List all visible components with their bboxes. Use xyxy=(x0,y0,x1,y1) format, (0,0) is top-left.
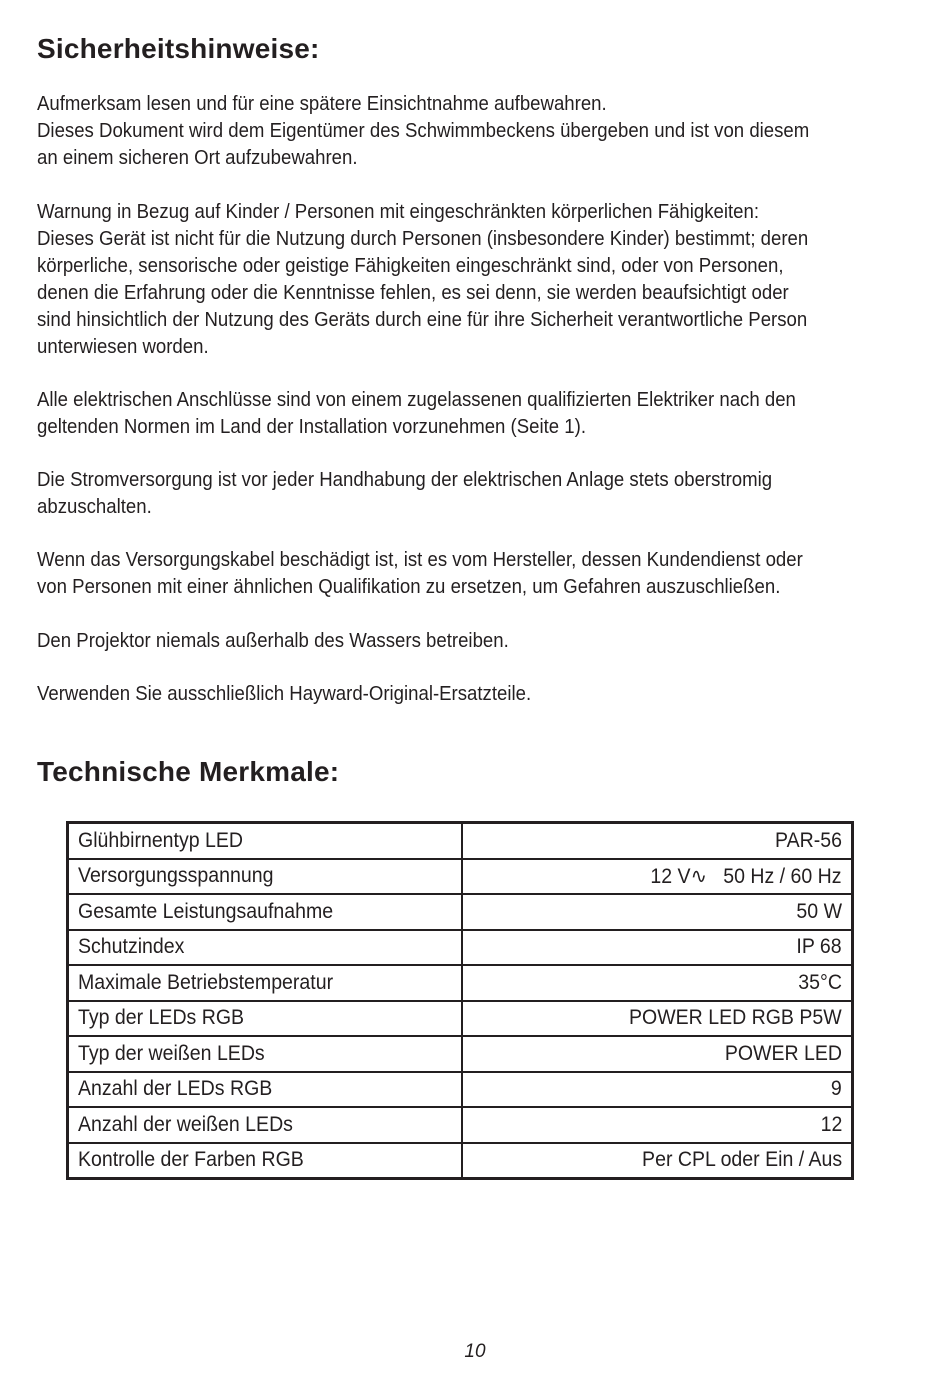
spec-value-cell xyxy=(462,859,853,895)
spec-label: Gesamte Leistungsaufnahme xyxy=(78,899,334,923)
spec-value: 9 xyxy=(831,1077,842,1101)
spec-value: PAR-56 xyxy=(775,828,842,852)
table-row xyxy=(68,859,853,895)
table-row xyxy=(68,823,853,859)
text-line: Den Projektor niemals außerhalb des Wassers betreiben. xyxy=(37,630,509,652)
table-row xyxy=(68,894,853,930)
spec-value-cell xyxy=(462,965,853,1001)
spec-value-cell xyxy=(462,823,853,859)
spec-label-cell xyxy=(68,1107,463,1143)
text-line: abzuschalten. xyxy=(37,496,152,518)
spec-label: Glühbirnentyp LED xyxy=(78,828,244,852)
spec-label-cell xyxy=(68,965,463,1001)
text-line: Die Stromversorgung ist vor jeder Handhabung der elektrischen Anlage stets oberstromig xyxy=(37,469,773,491)
spec-label-cell xyxy=(68,823,463,859)
spec-value: IP 68 xyxy=(796,935,842,959)
text-line: körperliche, sensorische oder geistige Fähigkeiten eingeschränkt sind, oder von Personen, xyxy=(37,255,784,277)
spec-label-cell xyxy=(68,1143,463,1179)
spec-value: 50 W xyxy=(796,899,842,923)
table-row xyxy=(68,1001,853,1037)
safety-paragraph xyxy=(37,467,855,521)
text-line: an einem sicheren Ort aufzubewahren. xyxy=(37,147,358,169)
text-line: Alle elektrischen Anschlüsse sind von einem zugelassenen qualifizierten Elektriker nach den xyxy=(37,389,796,411)
spec-label-cell xyxy=(68,894,463,930)
spec-label: Typ der weißen LEDs xyxy=(78,1041,265,1065)
spec-value-cell xyxy=(462,1143,853,1179)
spec-value-cell xyxy=(462,894,853,930)
table-row xyxy=(68,1143,853,1179)
table-row xyxy=(68,965,853,1001)
spec-value-cell xyxy=(462,1001,853,1037)
spec-label: Anzahl der weißen LEDs xyxy=(78,1112,293,1136)
spec-label: Maximale Betriebstemperatur xyxy=(78,970,334,994)
text-line: Dieses Gerät ist nicht für die Nutzung durch Personen (insbesondere Kinder) bestimmt; deren xyxy=(37,228,809,250)
spec-value: 12 V∿ 50 Hz / 60 Hz xyxy=(650,864,842,888)
spec-label: Anzahl der LEDs RGB xyxy=(78,1077,273,1101)
spec-value: Per CPL oder Ein / Aus xyxy=(641,1148,842,1172)
spec-label-cell xyxy=(68,1001,463,1037)
safety-paragraph xyxy=(37,681,855,708)
spec-value-cell xyxy=(462,930,853,966)
spec-value: 12 xyxy=(820,1112,842,1136)
spec-label-cell xyxy=(68,1072,463,1108)
safety-paragraph xyxy=(37,91,855,172)
text-line: von Personen mit einer ähnlichen Qualifikation zu ersetzen, um Gefahren auszuschließen. xyxy=(37,576,781,598)
page-number: 10 xyxy=(464,1341,486,1362)
text-line: geltenden Normen im Land der Installation vorzunehmen (Seite 1). xyxy=(37,416,587,438)
spec-value: POWER LED RGB P5W xyxy=(629,1006,842,1030)
text-line: unterwiesen worden. xyxy=(37,336,209,358)
safety-paragraph xyxy=(37,199,855,361)
spec-value-cell xyxy=(462,1107,853,1143)
spec-value: 35°C xyxy=(798,970,842,994)
spec-label: Schutzindex xyxy=(78,935,185,959)
spec-label: Kontrolle der Farben RGB xyxy=(78,1148,304,1172)
safety-heading: Sicherheitshinweise: xyxy=(37,33,320,64)
table-row xyxy=(68,930,853,966)
table-row xyxy=(68,1107,853,1143)
spec-label-cell xyxy=(68,930,463,966)
text-line: Aufmerksam lesen und für eine spätere Einsichtnahme aufbewahren. xyxy=(37,93,607,115)
spec-value: POWER LED xyxy=(724,1041,842,1065)
text-line: denen die Erfahrung oder die Kenntnisse fehlen, es sei denn, sie werden beaufsichtigt oder xyxy=(37,282,789,304)
table-row xyxy=(68,1036,853,1072)
table-row xyxy=(68,1072,853,1108)
spec-value-cell xyxy=(462,1036,853,1072)
safety-paragraph xyxy=(37,628,855,655)
spec-label-cell xyxy=(68,859,463,895)
text-line: Wenn das Versorgungskabel beschädigt ist, ist es vom Hersteller, dessen Kundendienst oder xyxy=(37,549,803,571)
safety-paragraph xyxy=(37,387,855,441)
spec-label: Versorgungsspannung xyxy=(78,864,274,888)
spec-value-cell xyxy=(462,1072,853,1108)
text-line: sind hinsichtlich der Nutzung des Geräts durch eine für ihre Sicherheit verantwortliche Person xyxy=(37,309,808,331)
technical-heading: Technische Merkmale: xyxy=(37,756,340,787)
spec-table xyxy=(66,821,854,1180)
text-line: Verwenden Sie ausschließlich Hayward-Original-Ersatzteile. xyxy=(37,683,532,705)
spec-label: Typ der LEDs RGB xyxy=(78,1006,245,1030)
text-line: Dieses Dokument wird dem Eigentümer des Schwimmbeckens übergeben und ist von diesem xyxy=(37,120,810,142)
text-line: Warnung in Bezug auf Kinder / Personen mit eingeschränkten körperlichen Fähigkeiten: xyxy=(37,201,760,223)
safety-paragraph xyxy=(37,547,855,601)
spec-label-cell xyxy=(68,1036,463,1072)
